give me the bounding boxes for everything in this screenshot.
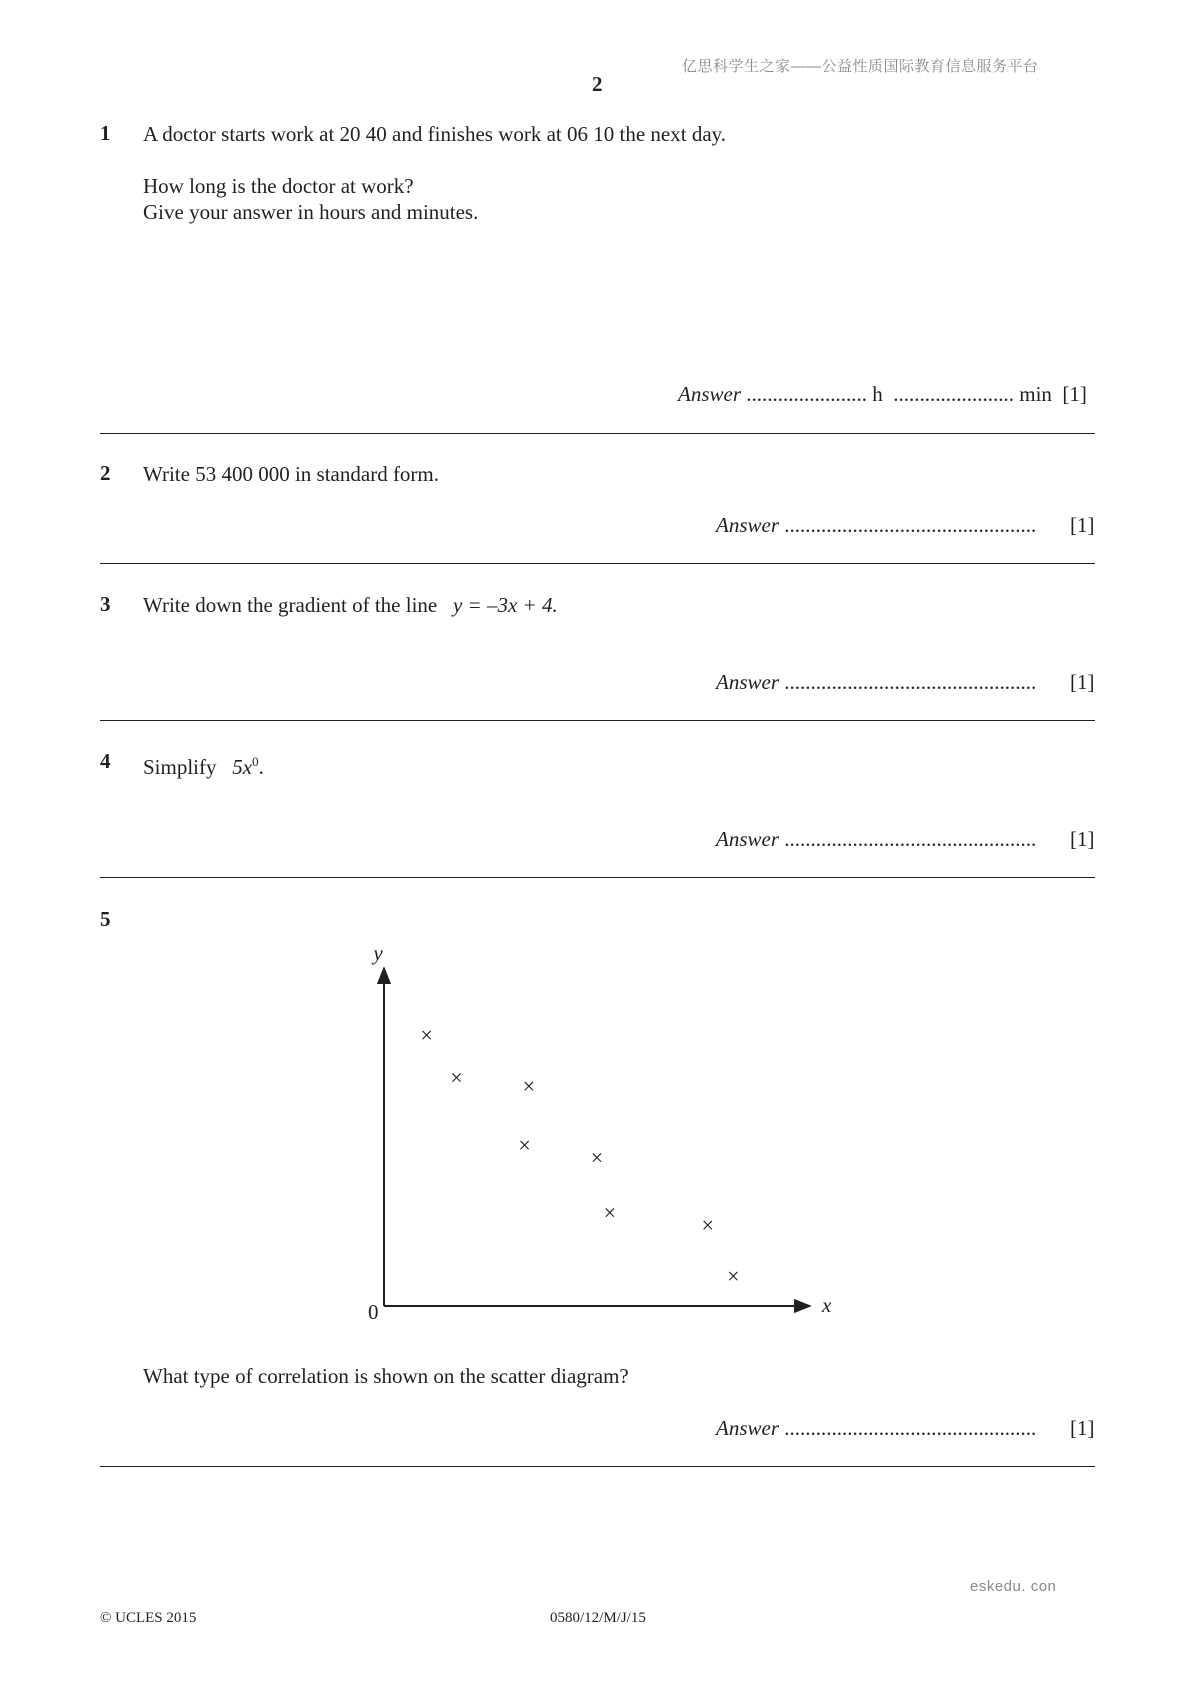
question-4-text [143,749,264,780]
question-3-number: 3 [100,592,111,616]
scatter-point-3: × [522,1073,536,1099]
divider [100,1466,1095,1467]
question-2-number: 2 [100,461,111,485]
question-5-text: What type of correlation is shown on the scatter diagram? [143,1364,629,1388]
answer-blank-hours[interactable]: ....................... [746,382,867,406]
copyright: © UCLES 2015 [100,1610,197,1626]
answer-label: Answer [678,382,741,406]
answer-blank[interactable]: ................................................ [784,670,1037,694]
answer-label: Answer [716,1416,779,1440]
paper-code: 0580/12/M/J/15 [550,1610,646,1626]
question-3-answer-line [716,670,1036,695]
question-3-equation: y = –3x + 4. [452,593,558,617]
question-4-marks: [1] [1070,827,1095,851]
question-5-number: 5 [100,907,111,931]
answer-blank-minutes[interactable]: ....................... [893,382,1014,406]
question-3-prompt: Write down the gradient of the line [143,593,438,617]
answer-blank[interactable]: ................................................ [784,513,1037,537]
origin-label: 0 [368,1300,379,1324]
divider [100,877,1095,878]
question-2-marks: [1] [1070,513,1095,537]
scatter-point-5: × [590,1145,604,1171]
scatter-point-1: × [420,1022,433,1048]
watermark-text: 亿思科学生之家——公益性质国际教育信息服务平台 [682,58,1039,75]
answer-label: Answer [716,670,779,694]
scatter-point-4: × [518,1132,531,1158]
data-points [420,1023,739,1289]
scatter-point-7: × [701,1212,714,1238]
site-watermark: eskedu. con [970,1578,1057,1595]
question-1-number: 1 [100,121,111,145]
page-number: 2 [592,72,603,96]
marks: [1] [1062,382,1087,406]
scatter-diagram [340,930,860,1330]
question-2-answer-line [716,513,1036,538]
question-4-prompt: Simplify [143,755,217,779]
question-5-answer-line [716,1416,1036,1441]
question-4-expression: $5x^0$. [232,754,264,779]
question-3-text [143,592,558,618]
question-4-answer-line [716,827,1036,852]
answer-blank[interactable]: ................................................ [784,1416,1037,1440]
question-1-line-2: How long is the doctor at work? [143,174,414,198]
unit-minutes: min [1019,382,1052,406]
scatter-point-6: × [603,1200,616,1226]
question-1-text: A doctor starts work at 20 40 and finishes work at 06 10 the next day. [143,122,727,146]
unit-hours: h [872,382,883,406]
question-4-number: 4 [100,749,111,773]
answer-label: Answer [716,513,779,537]
scatter-point-2: × [450,1064,463,1090]
x-axis-label: x [822,1293,832,1317]
question-3-marks: [1] [1070,670,1095,694]
question-1-answer-line [678,382,1087,407]
scatter-point-8: × [727,1263,740,1289]
y-axis-label: y [373,941,383,965]
divider [100,563,1095,564]
question-2-text: Write 53 400 000 in standard form. [143,462,440,486]
divider [100,433,1095,434]
question-1-line-3: Give your answer in hours and minutes. [143,200,479,224]
answer-label: Answer [716,827,779,851]
answer-blank[interactable]: ................................................ [784,827,1037,851]
question-5-marks: [1] [1070,1416,1095,1440]
divider [100,720,1095,721]
